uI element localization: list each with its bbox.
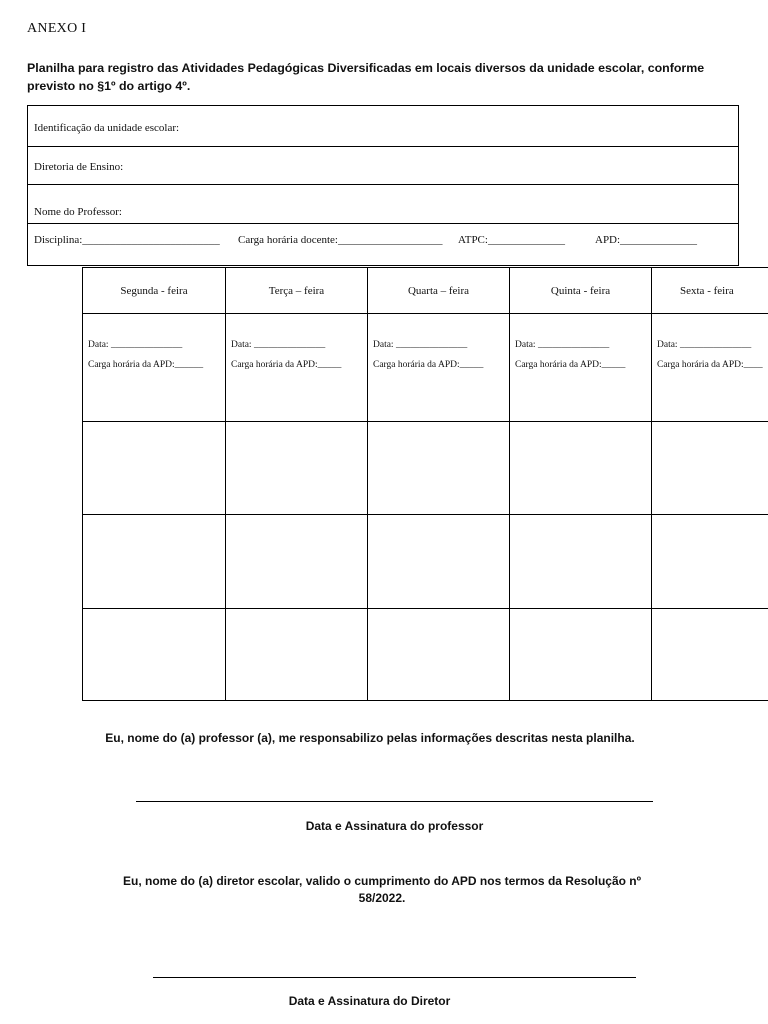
table-cell[interactable] bbox=[368, 609, 510, 701]
apd-field[interactable]: APD:______________ bbox=[595, 234, 698, 246]
day-header-monday: Segunda - feira bbox=[83, 268, 226, 314]
atpc-field[interactable]: ATPC:______________ bbox=[458, 234, 565, 246]
table-cell[interactable] bbox=[510, 422, 652, 515]
date-cell-monday[interactable]: Data: _______________ Carga horária da APD:______ bbox=[83, 314, 226, 422]
table-cell[interactable] bbox=[226, 609, 368, 701]
date-cell-thursday[interactable]: Data: _______________ Carga horária da APD:_____ bbox=[510, 314, 652, 422]
date-row bbox=[83, 314, 768, 422]
school-unit-label: Identificação da unidade escolar: bbox=[34, 122, 180, 134]
director-signature-label: Data e Assinatura do Diretor bbox=[288, 994, 451, 1008]
table-row bbox=[83, 515, 768, 609]
table-cell[interactable] bbox=[83, 515, 226, 609]
table-cell[interactable] bbox=[368, 515, 510, 609]
teacher-name-row[interactable] bbox=[28, 184, 738, 224]
table-row bbox=[83, 422, 768, 515]
schedule-table bbox=[82, 267, 768, 701]
table-cell[interactable] bbox=[83, 609, 226, 701]
director-signature-line[interactable] bbox=[153, 977, 636, 978]
workload-field[interactable]: Carga horária docente:___________________ bbox=[238, 234, 443, 246]
day-header-friday: Sexta - feira bbox=[652, 268, 768, 314]
day-header-wednesday: Quarta – feira bbox=[368, 268, 510, 314]
school-unit-row[interactable] bbox=[28, 106, 738, 147]
table-cell[interactable] bbox=[652, 609, 768, 701]
directorate-row[interactable] bbox=[28, 146, 738, 185]
table-cell[interactable] bbox=[226, 515, 368, 609]
teacher-name-label: Nome do Professor: bbox=[34, 206, 122, 218]
directorate-label: Diretoria de Ensino: bbox=[34, 161, 124, 173]
date-cell-friday[interactable]: Data: _______________ Carga horária da APD:____ bbox=[652, 314, 768, 422]
table-cell[interactable] bbox=[83, 422, 226, 515]
date-cell-wednesday[interactable]: Data: _______________ Carga horária da APD:_____ bbox=[368, 314, 510, 422]
table-cell[interactable] bbox=[226, 422, 368, 515]
director-statement-line2: 58/2022. bbox=[358, 891, 406, 905]
table-cell[interactable] bbox=[510, 515, 652, 609]
table-row bbox=[83, 609, 768, 701]
table-cell[interactable] bbox=[652, 422, 768, 515]
discipline-field[interactable]: Disciplina:_________________________ bbox=[34, 234, 220, 246]
table-cell[interactable] bbox=[368, 422, 510, 515]
day-header-tuesday: Terça – feira bbox=[226, 268, 368, 314]
director-statement-line1: Eu, nome do (a) diretor escolar, valido o cumprimento do APD nos termos da Resolução nº bbox=[122, 874, 642, 888]
teacher-signature-label: Data e Assinatura do professor bbox=[305, 819, 484, 833]
table-cell[interactable] bbox=[510, 609, 652, 701]
teacher-statement: Eu, nome do (a) professor (a), me responsabilizo pelas informações descritas nesta planilha. bbox=[105, 731, 635, 745]
days-header-row bbox=[83, 268, 768, 314]
director-statement bbox=[82, 873, 682, 907]
table-cell[interactable] bbox=[652, 515, 768, 609]
teacher-signature-line[interactable] bbox=[136, 801, 653, 802]
day-header-thursday: Quinta - feira bbox=[510, 268, 652, 314]
date-cell-tuesday[interactable]: Data: _______________ Carga horária da APD:_____ bbox=[226, 314, 368, 422]
intro-text: Planilha para registro das Atividades Pedagógicas Diversificadas em locais diversos da unidade escolar, conforme previsto no §1º do artigo 4º. bbox=[27, 61, 705, 93]
annex-title: ANEXO I bbox=[27, 21, 87, 36]
identification-box bbox=[27, 105, 739, 266]
